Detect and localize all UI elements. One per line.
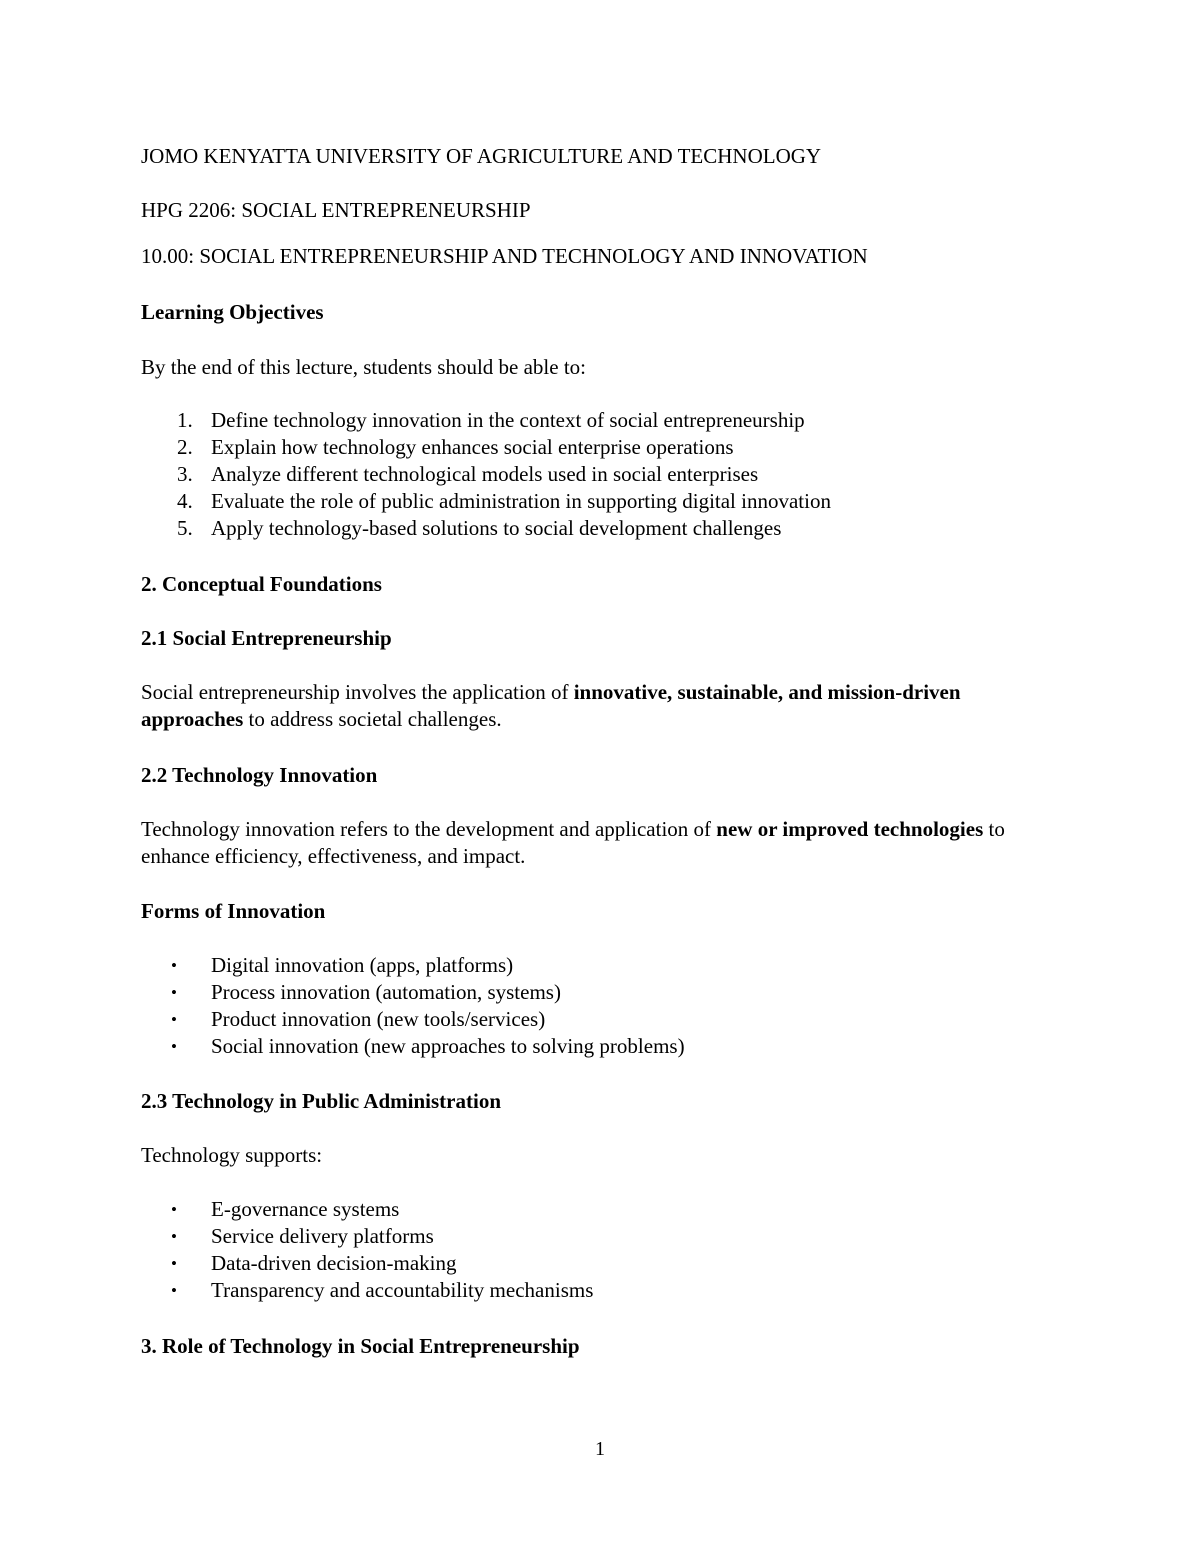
list-item: [141, 1223, 593, 1250]
list-item-text: Define technology innovation in the context of social entrepreneurship: [211, 408, 805, 432]
paragraph-text: Social entrepreneurship involves the application of: [141, 680, 574, 704]
section-2-3-intro: Technology supports:: [141, 1143, 323, 1167]
list-item: [141, 1033, 685, 1060]
list-item: [141, 1250, 593, 1277]
paragraph-bold-text: innovative, sustainable, and mission-driven approaches: [141, 680, 961, 731]
list-item: [141, 461, 831, 488]
paragraph-text: Technology innovation refers to the development and application of: [141, 817, 717, 841]
objectives-list: [141, 407, 831, 542]
section-3-heading: 3. Role of Technology in Social Entrepreneurship: [141, 1334, 580, 1358]
bullet-icon: •: [171, 1200, 177, 1219]
university-title: JOMO KENYATTA UNIVERSITY OF AGRICULTURE AND TECHNOLOGY: [141, 144, 822, 168]
paragraph-text: to address societal challenges.: [243, 707, 502, 731]
list-item-text: Evaluate the role of public administration in supporting digital innovation: [211, 489, 831, 513]
list-item: [141, 979, 685, 1006]
list-item-text: Digital innovation (apps, platforms): [211, 953, 514, 977]
list-item-text: Service delivery platforms: [211, 1224, 434, 1248]
bullet-icon: •: [171, 1010, 177, 1029]
list-number: 2.: [177, 435, 193, 459]
paragraph-bold-text: new or improved technologies: [716, 817, 984, 841]
list-item: [141, 1196, 593, 1223]
list-item: [141, 488, 831, 515]
topic-title: 10.00: SOCIAL ENTREPRENEURSHIP AND TECHNOLOGY AND INNOVATION: [141, 244, 868, 268]
list-item-text: Transparency and accountability mechanisms: [211, 1278, 594, 1302]
bullet-icon: •: [171, 983, 177, 1002]
section-2-heading: 2. Conceptual Foundations: [141, 572, 382, 596]
list-item-text: Explain how technology enhances social enterprise operations: [211, 435, 734, 459]
list-item-text: Apply technology-based solutions to social development challenges: [211, 516, 782, 540]
list-item: [141, 407, 831, 434]
list-item-text: Data-driven decision-making: [211, 1251, 457, 1275]
bullet-icon: •: [171, 1254, 177, 1273]
page-number: 1: [595, 1438, 605, 1460]
list-item-text: Social innovation (new approaches to solving problems): [211, 1034, 685, 1058]
list-item-text: E-governance systems: [211, 1197, 400, 1221]
list-item: [141, 434, 831, 461]
section-2-2-paragraph: [141, 816, 1021, 870]
objectives-intro: By the end of this lecture, students should be able to:: [141, 355, 586, 379]
list-item-text: Product innovation (new tools/services): [211, 1007, 546, 1031]
list-number: 3.: [177, 462, 193, 486]
section-2-1-paragraph: [141, 679, 1021, 733]
list-item-text: Analyze different technological models used in social enterprises: [211, 462, 759, 486]
list-item: [141, 1006, 685, 1033]
section-2-2-heading: 2.2 Technology Innovation: [141, 763, 378, 787]
list-item-text: Process innovation (automation, systems): [211, 980, 561, 1004]
bullet-icon: •: [171, 956, 177, 975]
learning-objectives-heading: Learning Objectives: [141, 300, 324, 324]
list-number: 5.: [177, 516, 193, 540]
list-number: 1.: [177, 408, 193, 432]
section-2-3-heading: 2.3 Technology in Public Administration: [141, 1089, 501, 1113]
bullet-icon: •: [171, 1281, 177, 1300]
bullet-icon: •: [171, 1037, 177, 1056]
forms-of-innovation-heading: Forms of Innovation: [141, 899, 326, 923]
list-number: 4.: [177, 489, 193, 513]
section-2-1-heading: 2.1 Social Entrepreneurship: [141, 626, 392, 650]
list-item: [141, 952, 685, 979]
bullet-icon: •: [171, 1227, 177, 1246]
course-title: HPG 2206: SOCIAL ENTREPRENEURSHIP: [141, 198, 531, 222]
list-item: [141, 515, 831, 542]
list-item: [141, 1277, 593, 1304]
public-administration-list: [141, 1196, 593, 1304]
forms-of-innovation-list: [141, 952, 685, 1060]
paragraph-text: to enhance efficiency, effectiveness, and impact.: [141, 817, 1005, 868]
